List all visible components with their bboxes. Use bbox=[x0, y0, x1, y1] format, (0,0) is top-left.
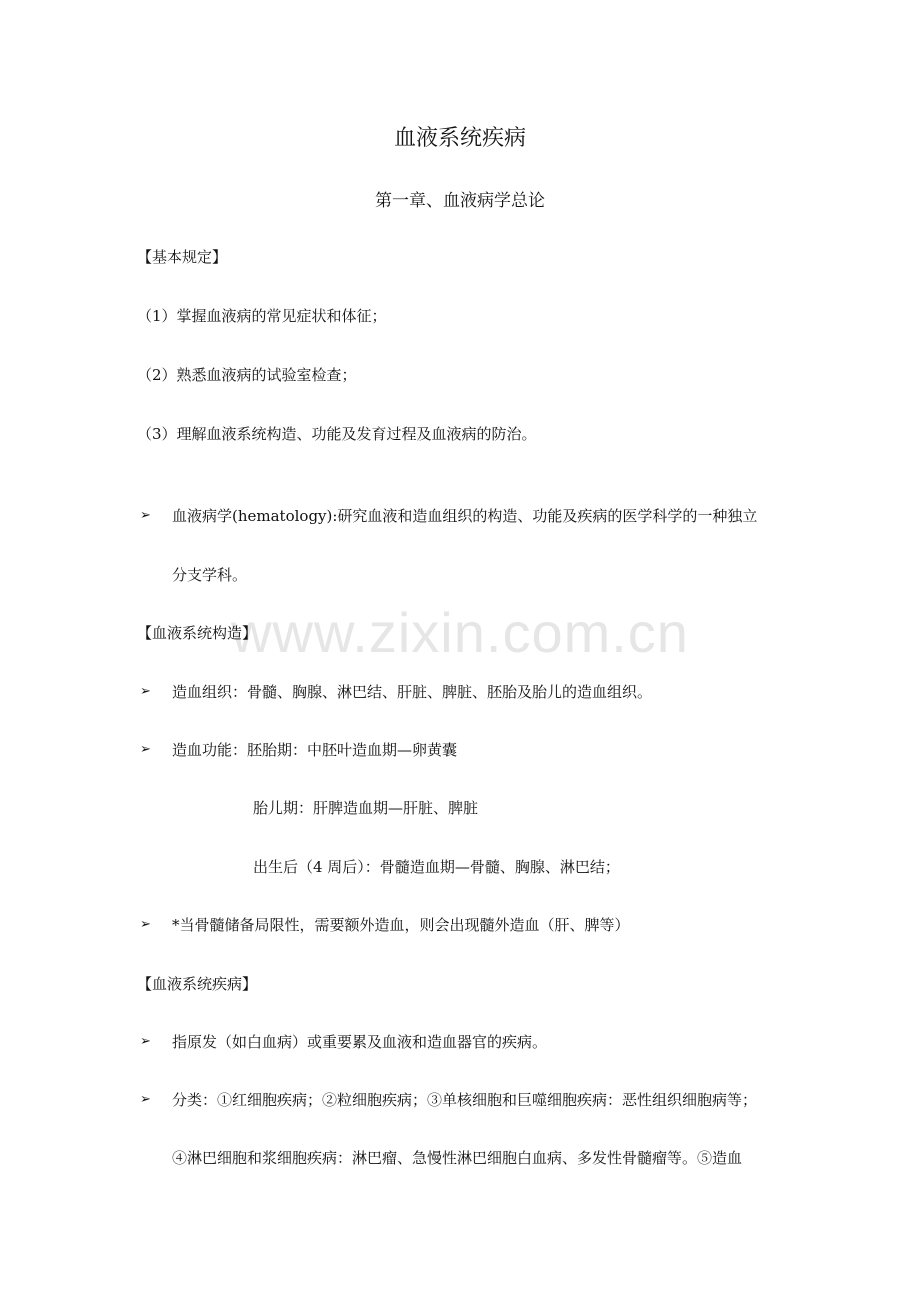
requirement-item-3: （3）理解血液系统构造、功能及发育过程及血液病的防治。 bbox=[137, 425, 537, 443]
bullet-arrow-icon: ➢ bbox=[140, 917, 151, 932]
diseases-heading: 【血液系统疾病】 bbox=[137, 975, 258, 993]
hematology-definition-line1: 血液病学(hematology):研究血液和造血组织的构造、功能及疾病的医学科学的一种独立 bbox=[172, 507, 758, 525]
bullet-arrow-icon: ➢ bbox=[140, 508, 151, 523]
hematopoietic-function-line3: 出生后（4 周后）：骨髓造血期—骨髓、胸腺、淋巴结； bbox=[253, 858, 620, 876]
hematopoietic-function-line2: 胎儿期：肝脾造血期—肝脏、脾脏 bbox=[253, 799, 479, 817]
bullet-arrow-icon: ➢ bbox=[140, 684, 151, 699]
chapter-title: 第一章、血液病学总论 bbox=[375, 191, 545, 211]
hematology-definition-line2: 分支学科。 bbox=[172, 566, 248, 584]
watermark: www.zixin.com.cn bbox=[231, 601, 689, 664]
bullet-arrow-icon: ➢ bbox=[140, 1034, 151, 1049]
basic-requirements-heading: 【基本规定】 bbox=[137, 248, 228, 266]
hematopoietic-tissue: 造血组织：骨髓、胸腺、淋巴结、肝脏、脾脏、胚胎及胎儿的造血组织。 bbox=[172, 683, 653, 701]
diseases-classification-line1: 分类：①红细胞疾病；②粒细胞疾病；③单核细胞和巨噬细胞疾病：恶性组织细胞病等； bbox=[172, 1091, 758, 1109]
structure-heading: 【血液系统构造】 bbox=[137, 624, 258, 642]
document-title: 血液系统疾病 bbox=[393, 126, 526, 151]
extramedullary-note: *当骨髓储备局限性，需要额外造血，则会出现髓外造血（肝、脾等） bbox=[172, 916, 630, 934]
requirement-item-2: （2）熟悉血液病的试验室检查； bbox=[137, 366, 357, 384]
bullet-arrow-icon: ➢ bbox=[140, 1092, 151, 1107]
diseases-definition: 指原发（如白血病）或重要累及血液和造血器官的疾病。 bbox=[172, 1033, 548, 1051]
requirement-item-1: （1）掌握血液病的常见症状和体征； bbox=[137, 307, 387, 325]
hematopoietic-function-line1: 造血功能：胚胎期：中胚叶造血期—卵黄囊 bbox=[172, 741, 458, 759]
diseases-classification-line2: ④淋巴细胞和浆细胞疾病：淋巴瘤、急慢性淋巴细胞白血病、多发性骨髓瘤等。⑤造血 bbox=[172, 1149, 743, 1167]
bullet-arrow-icon: ➢ bbox=[140, 742, 151, 757]
